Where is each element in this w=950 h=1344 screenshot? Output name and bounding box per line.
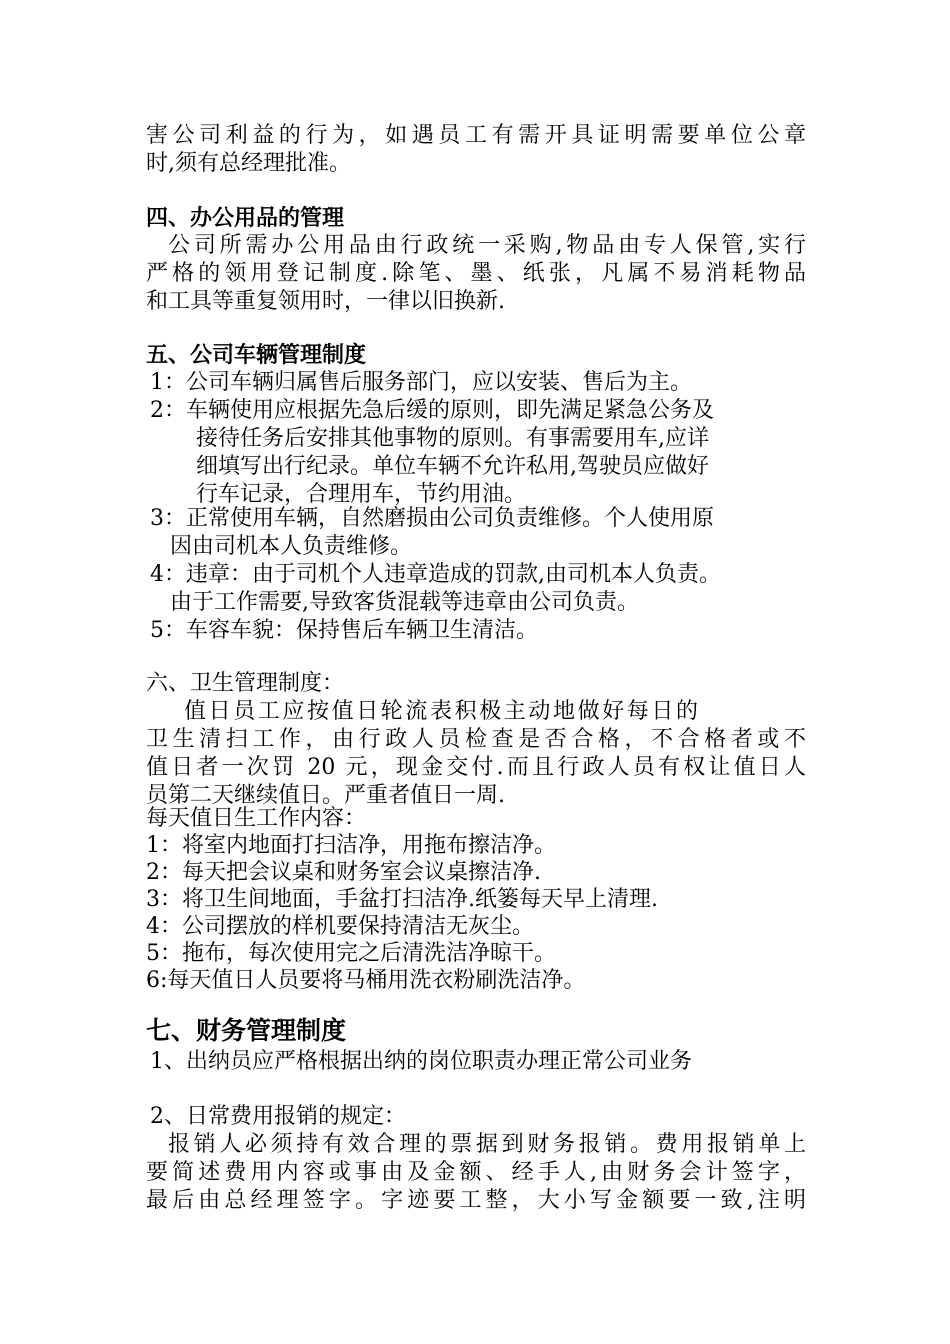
section-5-item-1: 1：公司车辆归属售后服务部门，应以安装、售后为主。 (150, 370, 692, 395)
section-5-item-3: 3：正常使用车辆，自然磨损由公司负责维修。个人使用原 (150, 506, 714, 531)
intro-line-2: 时,须有总经理批准。 (146, 151, 351, 176)
section-4-line-3: 和工具等重复领用时，一律以旧换新. (146, 289, 505, 314)
section-6-line-4: 员第二天继续值日。严重者值日一周. (146, 783, 505, 808)
section-7-line-1: 报销人必须持有效合理的票据到财务报销。费用报销单上 (168, 1132, 806, 1157)
duty-item-3: 3：将卫生间地面，手盆打扫洁净.纸篓每天早上清理. (146, 887, 658, 912)
duty-content-label: 每天值日生工作内容： (146, 806, 367, 831)
section-5-item-2: 2：车辆使用应根据先急后缓的原则，即先满足紧急公务及 (150, 398, 714, 423)
section-6-heading: 六、卫生管理制度： (146, 671, 345, 696)
section-7-item-1: 1、出纳员应严格根据出纳的岗位职责办理正常公司业务 (150, 1049, 692, 1074)
intro-line-1: 害公司利益的行为，如遇员工有需开具证明需要单位公章 (146, 123, 806, 148)
section-4-heading: 四、办公用品的管理 (146, 205, 345, 231)
section-5-item-2-cont-2: 细填写出行纪录。单位车辆不允许私用,驾驶员应做好 (196, 454, 709, 479)
section-5-heading: 五、公司车辆管理制度 (146, 342, 367, 368)
duty-item-4: 4：公司摆放的样机要保持清洁无灰尘。 (146, 914, 534, 939)
duty-item-6: 6:每天值日人员要将马桶用洗衣粉刷洗洁净。 (146, 968, 586, 993)
section-6-line-2: 卫生清扫工作，由行政人员检查是否合格，不合格者或不 (146, 727, 806, 752)
section-5-item-5: 5：车容车貌：保持售后车辆卫生清洁。 (150, 618, 538, 643)
section-7-line-2: 要简述费用内容或事由及金额、经手人,由财务会计签字， (146, 1160, 806, 1185)
section-5-item-4: 4：违章：由于司机个人违章造成的罚款,由司机本人负责。 (150, 562, 721, 587)
duty-item-2: 2：每天把会议桌和财务室会议桌擦洁净. (146, 860, 541, 885)
section-7-heading: 七、财务管理制度 (146, 1016, 347, 1045)
section-5-item-2-cont-3: 行车记录，合理用车，节约用油。 (196, 482, 527, 507)
section-4-line-2: 严格的领用登记制度.除笔、墨、纸张，凡属不易消耗物品 (146, 261, 806, 286)
section-5-item-2-cont-1: 接待任务后安排其他事物的原则。有事需要用车,应详 (196, 426, 709, 451)
section-5-item-3-cont: 因由司机本人负责维修。 (170, 534, 413, 559)
section-4-line-1: 公司所需办公用品由行政统一采购,物品由专人保管,实行 (168, 233, 806, 258)
section-7-line-3: 最后由总经理签字。字迹要工整，大小写金额要一致,注明 (146, 1188, 806, 1213)
duty-item-1: 1：将室内地面打扫洁净，用拖布擦洁净。 (146, 833, 556, 858)
section-5-item-4-cont: 由于工作需要,导致客货混载等违章由公司负责。 (170, 590, 639, 615)
duty-item-5: 5：拖布，每次使用完之后清洗洁净晾干。 (146, 941, 556, 966)
section-6-line-1: 值日员工应按值日轮流表积极主动地做好每日的 (184, 699, 701, 724)
section-7-item-2: 2、日常费用报销的规定： (150, 1104, 406, 1129)
section-6-line-3: 值日者一次罚 20 元，现金交付.而且行政人员有权让值日人 (146, 755, 806, 780)
